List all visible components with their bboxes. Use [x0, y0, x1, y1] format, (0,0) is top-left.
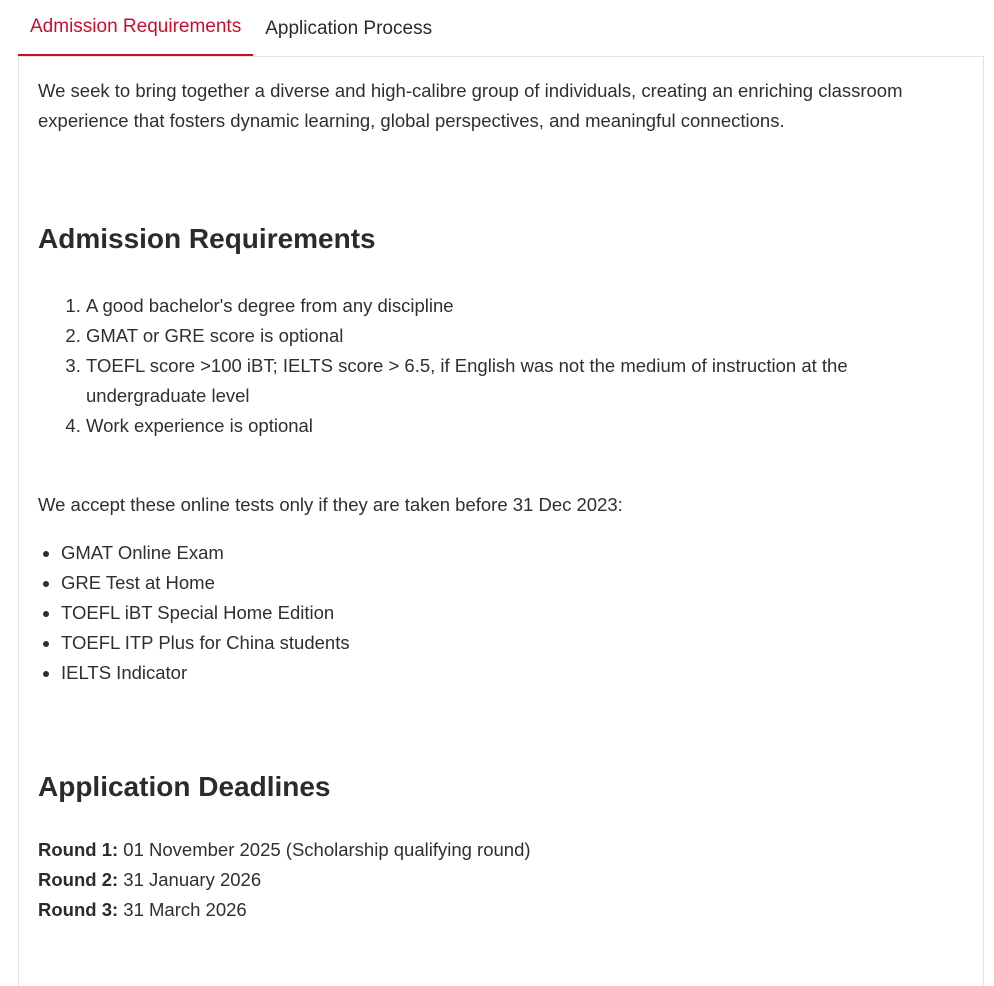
list-item: 2. GMAT or GRE score is optional	[86, 321, 958, 351]
list-item: 4. Work experience is optional	[86, 411, 958, 441]
intro-paragraph: We seek to bring together a diverse and high-calibre group of individuals, creating an enriching classroom experience that fosters dynamic learning, global perspectives, and meaningful connections.	[38, 80, 903, 131]
requirements-list	[38, 291, 958, 441]
list-item: • GRE Test at Home	[61, 568, 958, 598]
panel-content	[38, 76, 958, 925]
deadline-round-1	[38, 835, 958, 865]
round-label: Round 1:	[38, 839, 119, 860]
tab-panel	[18, 56, 984, 986]
online-tests-intro: We accept these online tests only if they are taken before 31 Dec 2023:	[38, 494, 623, 515]
deadline-round-2	[38, 865, 958, 895]
round-label: Round 2:	[38, 869, 119, 890]
tab-application-process[interactable]: Application Process	[265, 18, 433, 39]
round-date: 31 January 2026	[123, 869, 262, 890]
list-item: • TOEFL iBT Special Home Edition	[61, 598, 958, 628]
online-tests-list	[38, 538, 958, 688]
list-item: • IELTS Indicator	[61, 658, 958, 688]
tab-admission-requirements[interactable]: Admission Requirements	[18, 0, 253, 57]
round-label: Round 3:	[38, 899, 119, 920]
application-deadlines-heading: Application Deadlines	[38, 771, 331, 802]
list-item: • GMAT Online Exam	[61, 538, 958, 568]
list-item: 3. TOEFL score >100 iBT; IELTS score > 6.5, if English was not the medium of instruction at the undergraduate level	[86, 351, 958, 411]
admission-requirements-heading: Admission Requirements	[38, 223, 376, 254]
tab-bar	[18, 0, 444, 57]
round-date: 31 March 2026	[123, 899, 247, 920]
list-item: 1. A good bachelor's degree from any discipline	[86, 291, 958, 321]
deadline-round-3	[38, 895, 958, 925]
list-item: • TOEFL ITP Plus for China students	[61, 628, 958, 658]
deadlines-list	[38, 835, 958, 925]
round-date: 01 November 2025 (Scholarship qualifying round)	[123, 839, 531, 860]
